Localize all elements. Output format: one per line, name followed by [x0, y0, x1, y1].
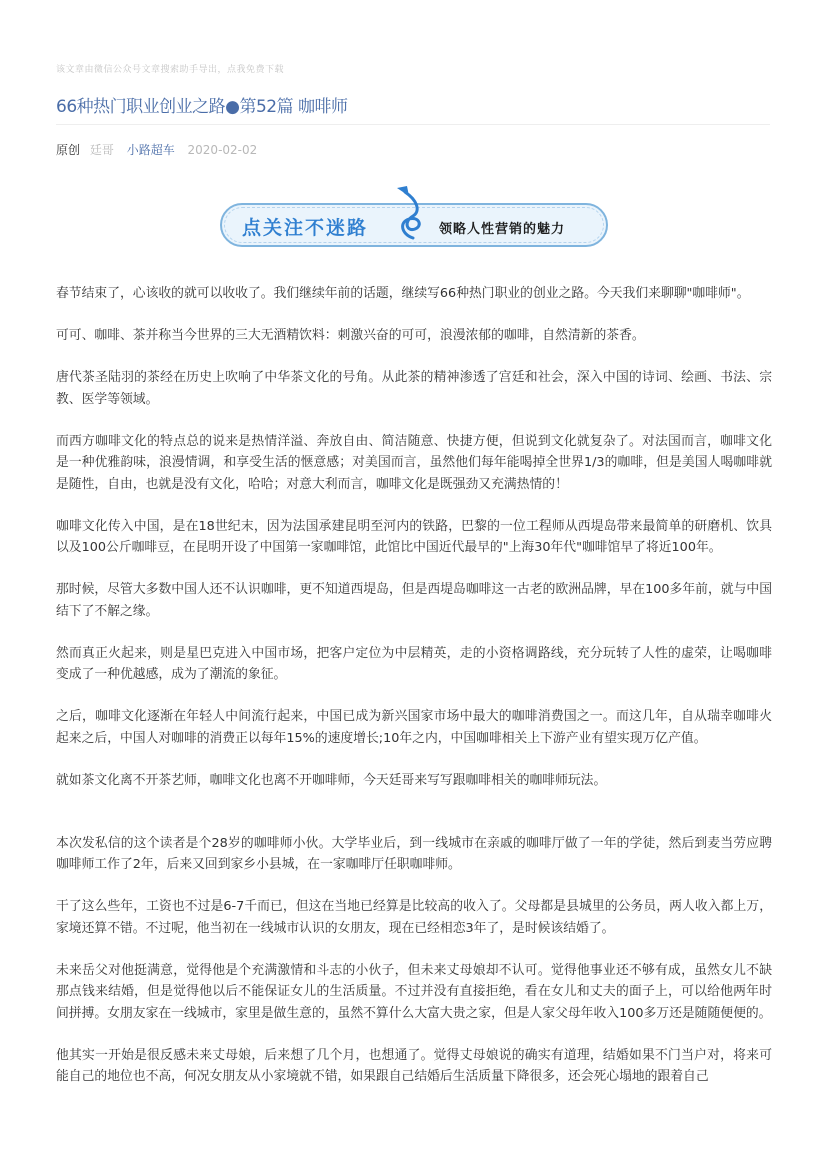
paragraph: 唐代茶圣陆羽的茶经在历史上吹响了中华茶文化的号角。从此茶的精神渗透了宫廷和社会，深入中国的诗词、绘画、书法、宗教、医学等领域。: [56, 370, 772, 407]
paragraph: 可可、咖啡、茶并称当今世界的三大无酒精饮料：刺激兴奋的可可，浪漫浓郁的咖啡，自然清新的茶香。: [56, 328, 645, 343]
original-label: 原创: [56, 143, 81, 157]
article-body: [56, 283, 772, 1108]
article-meta: [56, 141, 266, 158]
paragraph: 然而真正火起来，则是星巴克进入中国市场，把客户定位为中层精英，走的小资格调路线，充分玩转了人性的虚荣，让喝咖啡变成了一种优越感，成为了潮流的象征。: [56, 645, 772, 682]
banner-right-text: 领略人性营销的魅力: [439, 222, 566, 237]
banner-left-text: 点关注不迷路: [242, 217, 369, 239]
paragraph: 之后，咖啡文化逐渐在年轻人中间流行起来，中国已成为新兴国家市场中最大的咖啡消费国之一。而这几年，自从瑞幸咖啡火起来之后，中国人对咖啡的消费正以每年15%的速度增长;10年之内，中国咖啡相关上下游产业有望实现万亿产值。: [56, 709, 772, 746]
paragraph: 那时候，尽管大多数中国人还不认识咖啡，更不知道西堤岛，但是西堤岛咖啡这一古老的欧洲品牌，早在100多年前，就与中国结下了不解之缘。: [56, 582, 772, 619]
source-note-link[interactable]: 该文章由微信公众号文章搜索助手导出，点我免费下载: [56, 65, 285, 75]
paragraph: 未来岳父对他挺满意，觉得他是个充满激情和斗志的小伙子，但未来丈母娘却不认可。觉得他事业还不够有成，虽然女儿不缺那点钱来结婚，但是觉得他以后不能保证女儿的生活质量。不过并没有直接拒绝，看在女儿和丈夫的面子上，可以给他两年时间拼搏。女朋友家在一线城市，家里是做生意的，虽然不算什么大富大贵之家，但是人家父母年收入100多万还是随随便便的。: [56, 962, 772, 1021]
paragraph: 而西方咖啡文化的特点总的说来是热情洋溢、奔放自由、简洁随意、快捷方便，但说到文化就复杂了。对法国而言，咖啡文化是一种优雅韵味，浪漫情调，和享受生活的惬意感；对美国而言，虽然他们每年能喝掉全世界1/3的咖啡，但是美国人喝咖啡就是随性，自由，也就是没有文化，哈哈；对意大利而言，咖啡文化是既强劲又充满热情的！: [56, 433, 772, 492]
publish-date: 2020-02-02: [187, 143, 258, 157]
paragraph: 他其实一开始是很反感未来丈母娘，后来想了几个月，也想通了。觉得丈母娘说的确实有道理，结婚如果不门当户对，将来可能自己的地位也不高，何况女朋友从小家境就不错，如果跟自己结婚后生活质量下降很多，还会死心塌地的跟着自己: [56, 1047, 772, 1084]
article-title: 66种热门职业创业之路●第52篇 咖啡师: [56, 97, 348, 117]
follow-banner[interactable]: [217, 186, 612, 252]
section-spacer: [56, 812, 772, 833]
paragraph: 就如茶文化离不开茶艺师，咖啡文化也离不开咖啡师，今天廷哥来写写跟咖啡相关的咖啡师玩法。: [56, 772, 607, 788]
paragraph: 春节结束了，心该收的就可以收收了。我们继续年前的话题，继续写66种热门职业的创业之路。今天我们来聊聊"咖啡师"。: [56, 286, 750, 301]
paragraph: 干了这么些年，工资也不过是6-7千而已，但这在当地已经算是比较高的收入了。父母都是县城里的公务员，两人收入都上万，家境还算不错。不过呢，他当初在一线城市认识的女朋友，现在已经相恋3年了，是时候该结婚了。: [56, 899, 772, 936]
paragraph: 本次发私信的这个读者是个28岁的咖啡师小伙。大学毕业后，到一线城市在亲戚的咖啡厅做了一年的学徒，然后到麦当劳应聘咖啡师工作了2年，后来又回到家乡小县城，在一家咖啡厅任职咖啡师。: [56, 835, 772, 872]
title-divider: [56, 124, 770, 125]
paragraph: 咖啡文化传入中国，是在18世纪末，因为法国承建昆明至河内的铁路，巴黎的一位工程师从西堤岛带来最简单的研磨机、饮具以及100公斤咖啡豆，在昆明开设了中国第一家咖啡馆，此馆比中国近代最早的"上海30年代"咖啡馆早了将近100年。: [56, 518, 772, 555]
author-name: 廷哥: [89, 143, 114, 157]
account-name-link[interactable]: 小路超车: [126, 143, 175, 157]
